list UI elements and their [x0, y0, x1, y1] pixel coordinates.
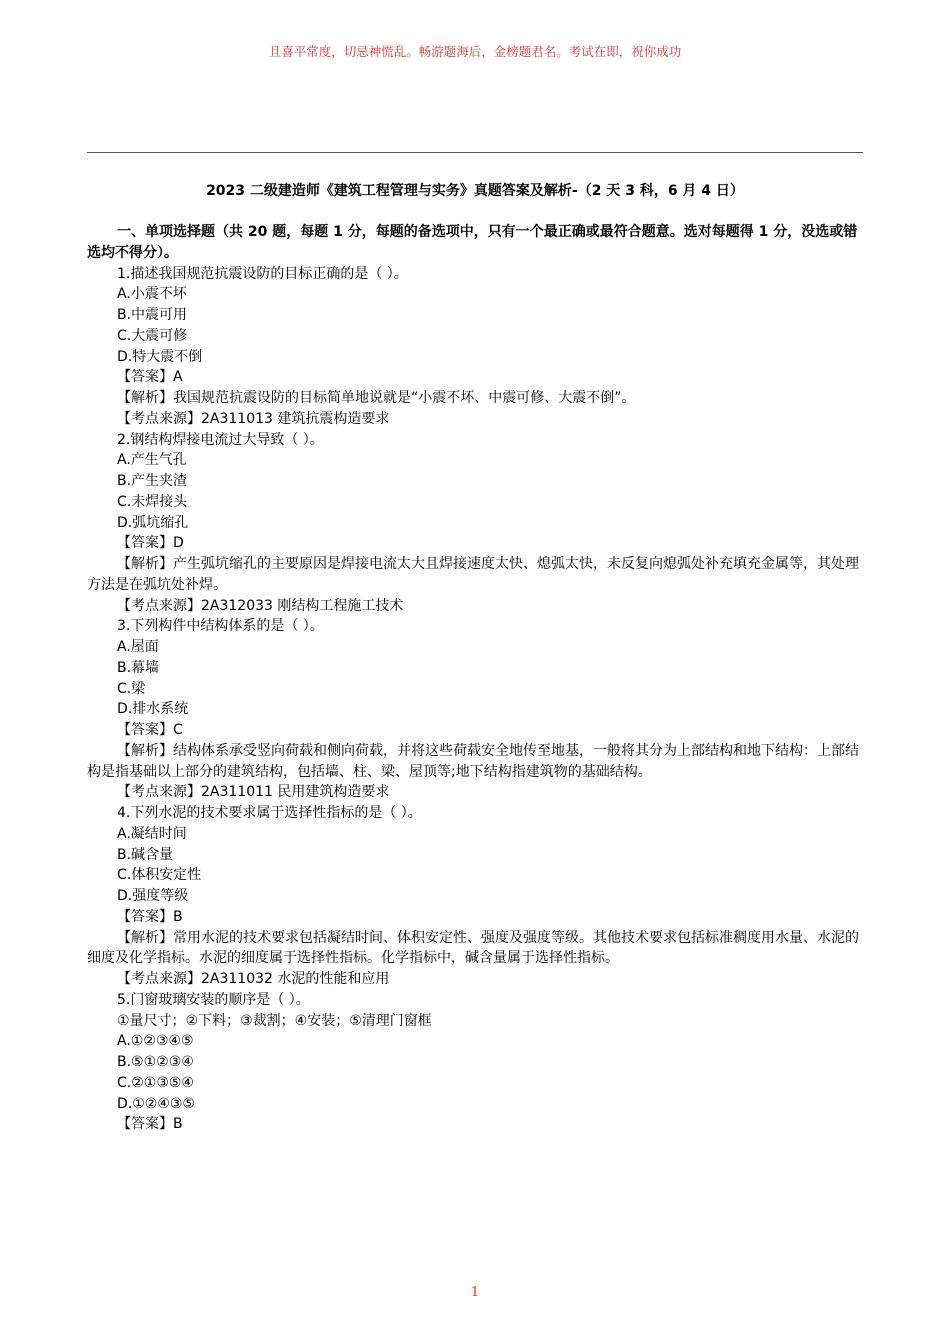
option-b: B.产生夹渣 — [117, 473, 188, 489]
option-c: C.②①③⑤④ — [117, 1074, 194, 1091]
option-d: D.弧坑缩孔 — [117, 514, 189, 531]
question-stem: 3.下列构件中结构体系的是（ ）。 — [117, 618, 324, 635]
document-title: 2023 二级建造师《建筑工程管理与实务》真题答案及解析-（2 天 3 科，6 月 4 日） — [206, 183, 744, 199]
source: 【考点来源】2A312033 刚结构工程施工技术 — [117, 597, 404, 614]
option-a: A.产生气孔 — [117, 452, 187, 469]
option-d: D.排水系统 — [117, 701, 189, 718]
document-body — [87, 222, 863, 1135]
section-heading: 一、单项选择题（共 20 题，每题 1 分，每题的备选项中，只有一个最正确或最符合题意。选对每题得 1 分，没选或错选均不得分）。 — [87, 224, 858, 261]
option-a: A.凝结时间 — [117, 825, 187, 842]
option-b: B.幕墙 — [117, 659, 160, 676]
option-c: C.未焊接头 — [117, 493, 188, 510]
answer: 【答案】B — [117, 1116, 183, 1133]
question-1 — [87, 264, 863, 430]
analysis: 【解析】常用水泥的技术要求包括凝结时间、体积安定性、强度及强度等级。其他技术要求包括标准稠度用水量、水泥的细度及化学指标。水泥的细度属于选择性指标。化学指标中，碱含量属于选择性指标。 — [87, 929, 859, 967]
answer: 【答案】A — [117, 369, 183, 386]
question-2 — [87, 430, 863, 617]
analysis: 【解析】结构体系承受竖向荷载和侧向荷载，并将这些荷载安全地传至地基，一般将其分为上部结构和地下结构：上部结构是指基础以上部分的建筑结构，包括墙、柱、梁、屋顶等;地下结构指建筑物的基础结构。 — [87, 742, 859, 780]
question-3 — [87, 616, 863, 803]
option-c: C.体积安定性 — [117, 867, 202, 884]
page-number: 1 — [470, 1285, 480, 1300]
option-b: B.⑤①②③④ — [117, 1054, 194, 1070]
answer: 【答案】C — [117, 722, 183, 738]
question-stem: 4.下列水泥的技术要求属于选择性指标的是（ ）。 — [117, 805, 422, 821]
answer: 【答案】D — [117, 535, 184, 552]
question-5 — [87, 990, 863, 1135]
question-stem: 1.描述我国规范抗震设防的目标正确的是（ ）。 — [117, 265, 408, 282]
option-a: A.小震不坏 — [117, 286, 187, 303]
source: 【考点来源】2A311013 建筑抗震构造要求 — [117, 410, 390, 427]
option-b: B.中震可用 — [117, 307, 188, 323]
option-a: A.①②③④⑤ — [117, 1033, 194, 1050]
question-steps: ①量尺寸；②下料；③裁割；④安装；⑤清理门窗框 — [117, 1012, 432, 1029]
question-stem: 2.钢结构焊接电流过大导致（ ）。 — [117, 431, 324, 448]
analysis: 【解析】我国规范抗震设防的目标简单地说就是“小震不坏、中震可修、大震不倒”。 — [117, 390, 636, 406]
option-c: C.大震可修 — [117, 327, 188, 344]
option-d: D.强度等级 — [117, 888, 189, 904]
question-stem: 5.门窗玻璃安装的顺序是（ ）。 — [117, 991, 310, 1008]
source: 【考点来源】2A311011 民用建筑构造要求 — [117, 784, 390, 801]
option-d: D.①②④③⑤ — [117, 1095, 195, 1112]
question-4 — [87, 803, 863, 990]
source: 【考点来源】2A311032 水泥的性能和应用 — [117, 971, 390, 987]
option-d: D.特大震不倒 — [117, 348, 203, 365]
header-divider — [87, 152, 863, 153]
analysis: 【解析】产生弧坑缩孔的主要原因是焊接电流太大且焊接速度太快、熄弧太快，未反复向熄弧处补充填充金属等，其处理方法是在弧坑处补焊。 — [87, 556, 859, 593]
option-a: A.屋面 — [117, 639, 159, 655]
answer: 【答案】B — [117, 908, 183, 925]
option-c: C.梁 — [117, 680, 146, 697]
header-motto: 且喜平常度，切忌神慌乱。畅游题海后，金榜题君名。考试在即，祝你成功 — [268, 44, 682, 59]
option-b: B.碱含量 — [117, 846, 174, 863]
